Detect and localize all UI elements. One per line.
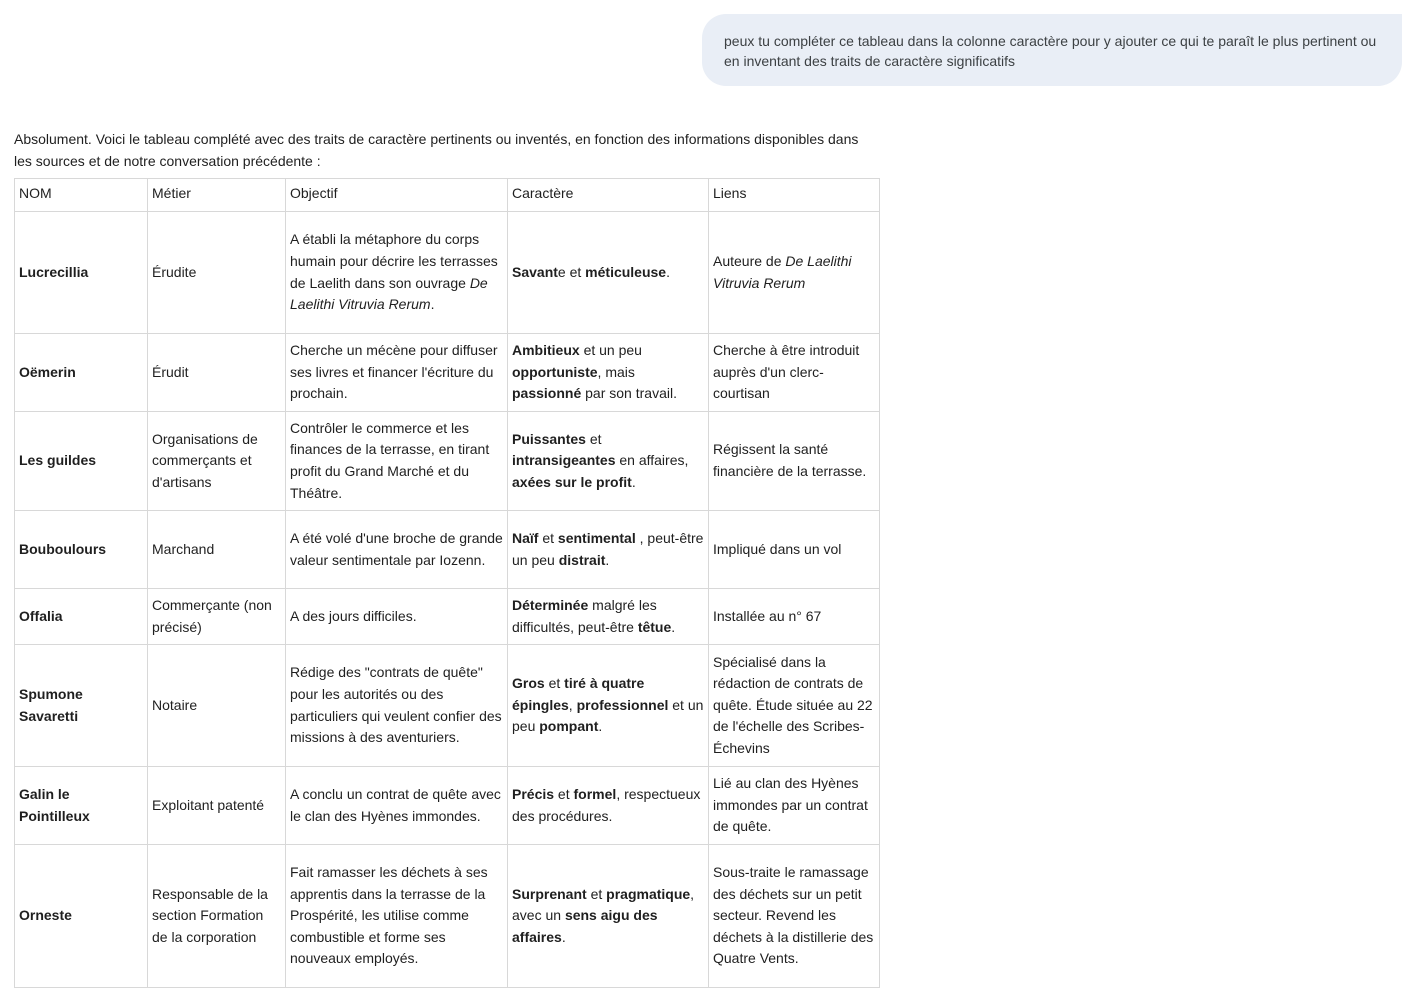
cell-metier: Notaire	[148, 645, 286, 767]
text-segment: A été volé d'une broche de grande valeur sentimentale par Iozenn.	[290, 529, 503, 568]
bold-text: sentimental	[557, 529, 636, 546]
cell-liens	[709, 845, 880, 988]
cell-caractere	[508, 645, 709, 767]
bold-text: Savant	[512, 263, 558, 280]
text-segment: Installée au n° 67	[713, 607, 822, 624]
text-segment: .	[666, 263, 670, 280]
text-segment: et un peu	[512, 696, 704, 735]
text-segment: et un peu	[579, 342, 642, 359]
text-segment: , peut-être un peu	[512, 529, 704, 568]
text-segment: Lié au clan des Hyènes immondes par un contrat de quête.	[713, 775, 868, 835]
text-segment: et	[538, 529, 558, 546]
bold-text: professionnel	[576, 696, 669, 713]
cell-name: Bouboulours	[15, 511, 148, 589]
text-segment: .	[430, 296, 435, 313]
cell-objectif	[286, 767, 508, 845]
cell-liens	[709, 767, 880, 845]
table-row	[15, 212, 880, 334]
header-nom: NOM	[15, 179, 148, 212]
table-row	[15, 767, 880, 845]
bold-text: formel	[573, 785, 617, 802]
cell-metier: Commerçante (non précisé)	[148, 589, 286, 645]
bold-text: Surprenant	[512, 885, 587, 902]
cell-objectif	[286, 845, 508, 988]
text-segment: , respectueux des procédures.	[512, 785, 701, 824]
text-segment: .	[671, 618, 676, 635]
text-segment: .	[561, 928, 566, 945]
table-row	[15, 645, 880, 767]
text-segment: et	[554, 785, 574, 802]
text-segment: par son travail.	[581, 385, 677, 402]
table-header-row	[15, 179, 880, 212]
header-liens: Liens	[709, 179, 880, 212]
cell-objectif	[286, 412, 508, 511]
text-segment: Cherche à être introduit auprès d'un clerc-courtisan	[713, 342, 860, 402]
cell-caractere	[508, 212, 709, 334]
bold-text: Puissantes	[512, 430, 586, 447]
cell-name: Lucrecillia	[15, 212, 148, 334]
cell-name: Oëmerin	[15, 334, 148, 412]
text-segment: Sous-traite le ramassage des déchets sur un petit secteur. Revend les déchets à la distillerie des Quatre Vents.	[713, 864, 874, 967]
text-segment: en affaires,	[615, 452, 689, 469]
bold-text: Naïf	[512, 529, 539, 546]
bold-text: méticuleuse	[585, 263, 667, 280]
header-objectif: Objectif	[286, 179, 508, 212]
text-segment: et	[544, 675, 565, 692]
text-segment: Fait ramasser les déchets à ses apprentis dans la terrasse de la Prospérité, les utilise comme combustible et forme ses nouveaux employés.	[290, 864, 488, 967]
cell-metier: Responsable de la section Formation de la corporation	[148, 845, 286, 988]
cell-objectif	[286, 645, 508, 767]
cell-liens	[709, 645, 880, 767]
cell-objectif	[286, 589, 508, 645]
cell-caractere	[508, 845, 709, 988]
cell-metier: Organisations de commerçants et d'artisans	[148, 412, 286, 511]
cell-caractere	[508, 334, 709, 412]
cell-liens	[709, 334, 880, 412]
table-row	[15, 412, 880, 511]
cell-objectif	[286, 511, 508, 589]
bold-text: distrait	[558, 551, 606, 568]
italic-text: De Laelithi Vitruvia Rerum	[290, 274, 488, 313]
text-segment: A conclu un contrat de quête avec le clan des Hyènes immondes.	[290, 785, 501, 824]
user-message-text: peux tu compléter ce tableau dans la colonne caractère pour y ajouter ce qui te paraît le plus pertinent ou en inventant des traits de caractère significatifs	[724, 33, 1377, 69]
text-segment: A des jours difficiles.	[290, 607, 417, 624]
cell-liens	[709, 589, 880, 645]
bold-text: pragmatique	[606, 885, 691, 902]
text-segment: malgré les difficultés, peut-être	[512, 596, 657, 635]
text-segment: A établi la métaphore du corps humain pour décrire les terrasses de Laelith dans son ouvrage	[290, 231, 498, 291]
cell-metier: Marchand	[148, 511, 286, 589]
bold-text: opportuniste	[512, 363, 598, 380]
bold-text: Ambitieux	[512, 342, 580, 359]
text-segment: Régissent la santé financière de la terrasse.	[713, 441, 867, 479]
text-segment: Cherche un mécène pour diffuser ses livres et financer l'écriture du prochain.	[290, 342, 498, 402]
cell-liens	[709, 212, 880, 334]
bold-text: Déterminée	[512, 596, 589, 613]
cell-objectif	[286, 334, 508, 412]
cell-liens	[709, 511, 880, 589]
text-segment: , mais	[597, 363, 635, 380]
text-segment: Rédige des "contrats de quête" pour les autorités ou des particuliers qui veulent confier des missions à des aventuriers.	[290, 664, 502, 746]
cell-metier: Érudite	[148, 212, 286, 334]
text-segment: .	[631, 473, 636, 490]
cell-metier: Exploitant patenté	[148, 767, 286, 845]
text-segment: ,	[568, 696, 577, 713]
response-intro: Absolument. Voici le tableau complété avec des traits de caractère pertinents ou inventés, en fonction des informations disponibles dans les sources et de notre conversation précédente :	[14, 131, 859, 169]
bold-text: Précis	[512, 785, 555, 802]
text-segment: Contrôler le commerce et les finances de la terrasse, en tirant profit du Grand Marché et du Théâtre.	[290, 419, 490, 501]
header-metier: Métier	[148, 179, 286, 212]
user-message-bubble	[702, 14, 1402, 86]
bold-text: intransigeantes	[512, 452, 616, 469]
cell-caractere	[508, 589, 709, 645]
text-segment: e et	[557, 263, 586, 280]
italic-text: De Laelithi Vitruvia Rerum	[713, 252, 852, 291]
header-caractere: Caractère	[508, 179, 709, 212]
cell-metier: Érudit	[148, 334, 286, 412]
text-segment: , avec un	[512, 885, 695, 924]
text-segment: Impliqué dans un vol	[713, 540, 842, 557]
text-segment: et	[585, 430, 602, 447]
bold-text: axées sur le profit	[512, 473, 632, 490]
assistant-response	[14, 128, 880, 988]
cell-name: Offalia	[15, 589, 148, 645]
bold-text: Gros	[512, 675, 545, 692]
table-row	[15, 511, 880, 589]
bold-text: passionné	[512, 385, 582, 402]
bold-text: pompant	[539, 718, 599, 735]
table-row	[15, 589, 880, 645]
cell-caractere	[508, 767, 709, 845]
cell-name: Les guildes	[15, 412, 148, 511]
cell-name: Galin le Pointilleux	[15, 767, 148, 845]
cell-liens	[709, 412, 880, 511]
text-segment: .	[598, 718, 603, 735]
text-segment: .	[605, 551, 610, 568]
text-segment: Spécialisé dans la rédaction de contrats de quête. Étude située au 22 de l'échelle des Scribes-Échevins	[713, 653, 873, 756]
cell-objectif	[286, 212, 508, 334]
character-table	[14, 178, 880, 988]
bold-text: sens aigu des affaires	[512, 907, 658, 945]
text-segment: Auteure de	[713, 252, 786, 269]
table-body	[15, 212, 880, 988]
table-row	[15, 845, 880, 988]
bold-text: tiré à quatre épingles	[512, 675, 645, 713]
text-segment: et	[586, 885, 607, 902]
cell-caractere	[508, 412, 709, 511]
cell-caractere	[508, 511, 709, 589]
cell-name: Orneste	[15, 845, 148, 988]
bold-text: têtue	[637, 618, 672, 635]
cell-name: Spumone Savaretti	[15, 645, 148, 767]
table-row	[15, 334, 880, 412]
